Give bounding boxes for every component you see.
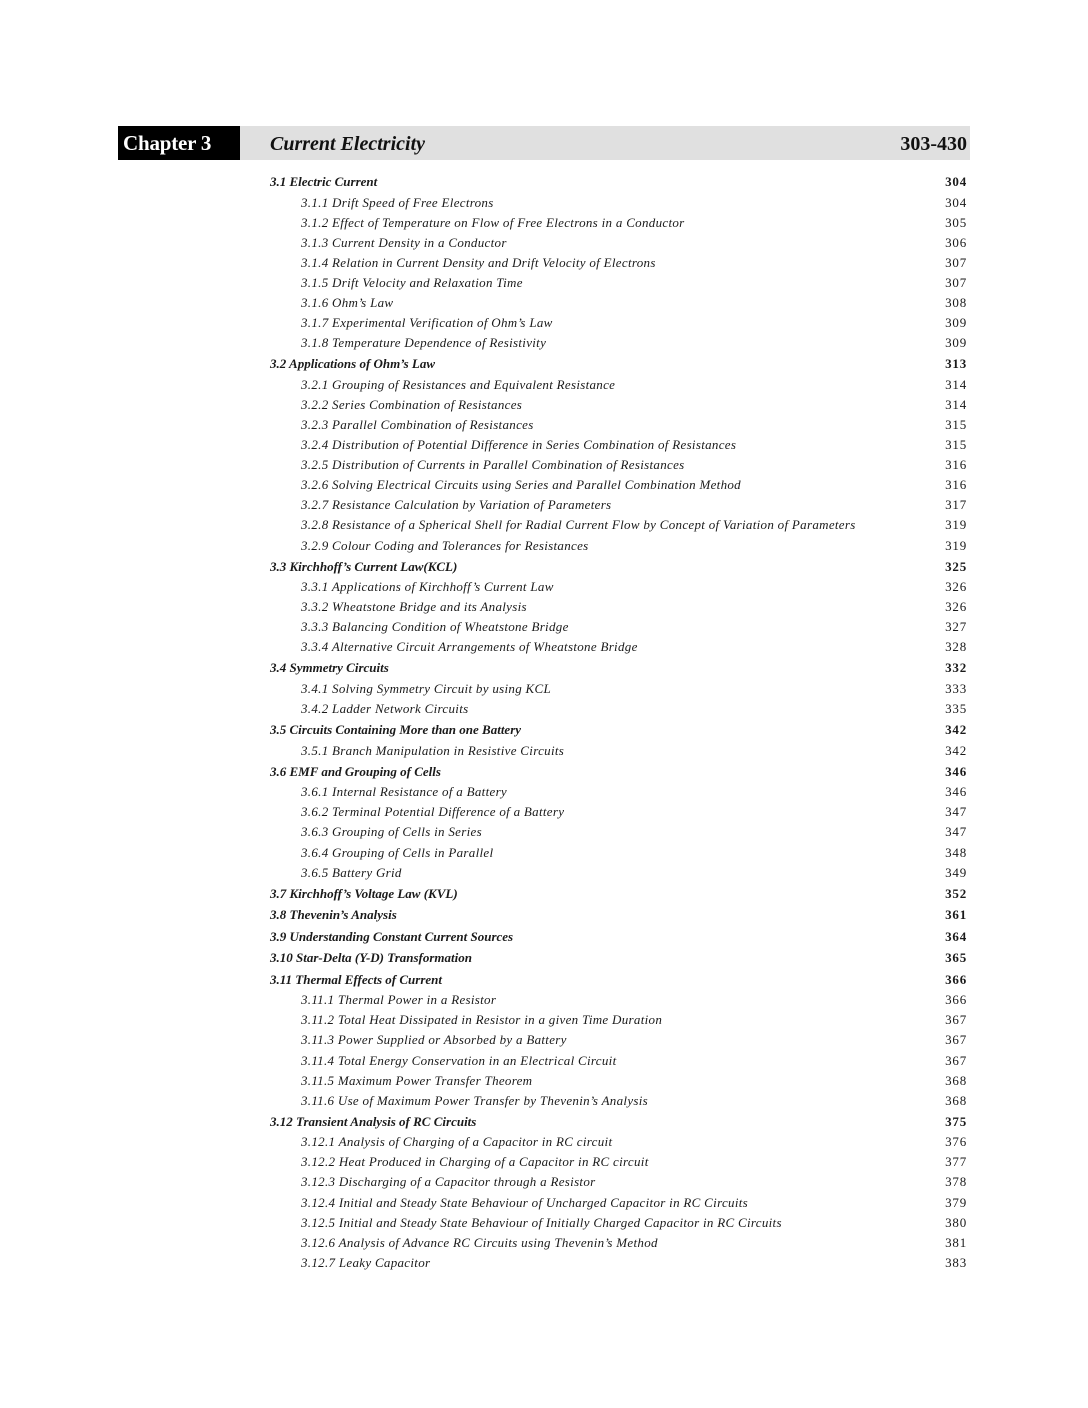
toc-entry-page: 342 bbox=[945, 742, 967, 758]
toc-entry-title: 3.11.5 Maximum Power Transfer Theorem bbox=[301, 1072, 533, 1088]
toc-entry-page: 347 bbox=[945, 824, 967, 840]
toc-entry-title: 3.1.3 Current Density in a Conductor bbox=[301, 234, 507, 250]
toc-entry-title: 3.3.3 Balancing Condition of Wheatstone Bridge bbox=[301, 619, 569, 635]
toc-section-entry[interactable] bbox=[270, 947, 967, 969]
toc-subsection-entry[interactable] bbox=[270, 679, 967, 699]
toc-subsection-entry[interactable] bbox=[270, 1213, 967, 1233]
toc-subsection-entry[interactable] bbox=[270, 863, 967, 883]
toc-entry-title: 3.1 Electric Current bbox=[270, 174, 378, 189]
toc-entry-title: 3.12.6 Analysis of Advance RC Circuits using Thevenin’s Method bbox=[301, 1234, 658, 1250]
toc-section-entry[interactable] bbox=[270, 556, 967, 578]
toc-entry-page: 316 bbox=[945, 457, 967, 473]
toc-entry-title: 3.11.1 Thermal Power in a Resistor bbox=[301, 992, 497, 1008]
toc-entry-page: 368 bbox=[945, 1092, 967, 1108]
toc-entry-page: 307 bbox=[945, 254, 967, 270]
toc-entry-title: 3.9 Understanding Constant Current Sources bbox=[270, 928, 514, 944]
toc-subsection-entry[interactable] bbox=[270, 1071, 967, 1091]
toc-entry-title: 3.6.5 Battery Grid bbox=[301, 864, 402, 880]
toc-entry-title: 3.12.5 Initial and Steady State Behaviour of Initially Charged Capacitor in RC Circuits bbox=[301, 1214, 782, 1230]
toc-subsection-entry[interactable] bbox=[270, 822, 967, 842]
toc-subsection-entry[interactable] bbox=[270, 843, 967, 863]
toc-entry-page: 328 bbox=[945, 639, 967, 655]
toc-section-entry[interactable] bbox=[270, 353, 967, 375]
toc-entry-page: 315 bbox=[945, 416, 967, 432]
toc-entry-page: 366 bbox=[945, 971, 967, 987]
toc-entry-title: 3.3 Kirchhoff’s Current Law(KCL) bbox=[270, 558, 458, 574]
table-of-contents bbox=[270, 171, 967, 1273]
toc-entry-title: 3.1.6 Ohm’s Law bbox=[301, 294, 394, 310]
toc-entry-page: 335 bbox=[945, 701, 967, 717]
toc-entry-page: 348 bbox=[945, 844, 967, 860]
toc-subsection-entry[interactable] bbox=[270, 782, 967, 802]
toc-subsection-entry[interactable] bbox=[270, 617, 967, 637]
toc-entry-page: 313 bbox=[945, 356, 967, 372]
toc-entry-title: 3.4 Symmetry Circuits bbox=[270, 660, 389, 676]
toc-entry-title: 3.4.2 Ladder Network Circuits bbox=[301, 701, 469, 717]
toc-section-entry[interactable] bbox=[270, 926, 967, 948]
toc-entry-page: 347 bbox=[945, 804, 967, 820]
toc-entry-page: 377 bbox=[945, 1154, 967, 1170]
toc-entry-page: 319 bbox=[945, 517, 967, 533]
toc-entry-page: 361 bbox=[945, 907, 967, 923]
toc-entry-page: 327 bbox=[945, 619, 967, 635]
toc-section-entry[interactable] bbox=[270, 883, 967, 905]
toc-entry-page: 367 bbox=[945, 1032, 967, 1048]
toc-entry-page: 352 bbox=[945, 885, 967, 901]
toc-entry-title: 3.3.1 Applications of Kirchhoff’s Current Law bbox=[301, 579, 554, 595]
toc-subsection-entry[interactable] bbox=[270, 637, 967, 657]
toc-entry-title: 3.6.3 Grouping of Cells in Series bbox=[301, 824, 482, 840]
toc-entry-page: 326 bbox=[945, 599, 967, 615]
toc-entry-title: 3.1.7 Experimental Verification of Ohm’s Law bbox=[301, 315, 553, 331]
toc-subsection-entry[interactable] bbox=[270, 1051, 967, 1071]
toc-entry-title: 3.11.4 Total Energy Conservation in an Electrical Circuit bbox=[301, 1052, 617, 1068]
toc-entry-title: 3.2.4 Distribution of Potential Difference in Series Combination of Resistances bbox=[301, 437, 737, 453]
toc-subsection-entry[interactable] bbox=[270, 1193, 967, 1213]
toc-entry-page: 364 bbox=[945, 928, 967, 944]
toc-section-entry[interactable] bbox=[270, 761, 967, 783]
toc-entry-title: 3.6 EMF and Grouping of Cells bbox=[270, 763, 441, 779]
toc-subsection-entry[interactable] bbox=[270, 293, 967, 313]
toc-subsection-entry[interactable] bbox=[270, 699, 967, 719]
toc-subsection-entry[interactable] bbox=[270, 1132, 967, 1152]
toc-entry-title: 3.2.5 Distribution of Currents in Parallel Combination of Resistances bbox=[301, 457, 685, 473]
toc-subsection-entry[interactable] bbox=[270, 253, 967, 273]
toc-subsection-entry[interactable] bbox=[270, 1030, 967, 1050]
toc-entry-title: 3.1.2 Effect of Temperature on Flow of Free Electrons in a Conductor bbox=[301, 214, 685, 230]
toc-entry-page: 332 bbox=[945, 660, 967, 676]
toc-entry-title: 3.2.1 Grouping of Resistances and Equivalent Resistance bbox=[301, 376, 616, 392]
toc-entry-page: 309 bbox=[945, 315, 967, 331]
toc-subsection-entry[interactable] bbox=[270, 213, 967, 233]
toc-subsection-entry[interactable] bbox=[270, 495, 967, 515]
toc-entry-page: 376 bbox=[945, 1134, 967, 1150]
toc-subsection-entry[interactable] bbox=[270, 536, 967, 556]
toc-entry-title: 3.3.2 Wheatstone Bridge and its Analysis bbox=[301, 599, 527, 615]
toc-entry-title: 3.2.7 Resistance Calculation by Variation of Parameters bbox=[301, 497, 612, 513]
toc-section-entry[interactable] bbox=[270, 171, 967, 193]
toc-entry-title: 3.11 Thermal Effects of Current bbox=[270, 971, 443, 987]
toc-entry-title: 3.11.6 Use of Maximum Power Transfer by Thevenin’s Analysis bbox=[301, 1092, 649, 1108]
toc-subsection-entry[interactable] bbox=[270, 415, 967, 435]
toc-subsection-entry[interactable] bbox=[270, 1233, 967, 1253]
toc-subsection-entry[interactable] bbox=[270, 395, 967, 415]
toc-entry-page: 315 bbox=[945, 437, 967, 453]
toc-entry-title: 3.12.3 Discharging of a Capacitor through a Resistor bbox=[301, 1174, 596, 1190]
toc-entry-page: 319 bbox=[945, 537, 967, 553]
toc-entry-page: 305 bbox=[945, 214, 967, 230]
chapter-page-range: 303-430 bbox=[900, 133, 967, 155]
toc-entry-page: 349 bbox=[945, 864, 967, 880]
toc-section-entry[interactable] bbox=[270, 1111, 967, 1133]
toc-subsection-entry[interactable] bbox=[270, 802, 967, 822]
toc-subsection-entry[interactable] bbox=[270, 193, 967, 213]
toc-entry-title: 3.1.4 Relation in Current Density and Drift Velocity of Electrons bbox=[301, 254, 656, 270]
toc-entry-page: 342 bbox=[945, 722, 967, 738]
toc-subsection-entry[interactable] bbox=[270, 1172, 967, 1192]
toc-entry-title: 3.11.2 Total Heat Dissipated in Resistor in a given Time Duration bbox=[301, 1012, 663, 1028]
toc-entry-title: 3.2.2 Series Combination of Resistances bbox=[301, 396, 523, 412]
toc-entry-page: 314 bbox=[945, 376, 967, 392]
chapter-label: Chapter 3 bbox=[118, 126, 240, 160]
toc-entry-page: 309 bbox=[945, 335, 967, 351]
toc-subsection-entry[interactable] bbox=[270, 990, 967, 1010]
toc-subsection-entry[interactable] bbox=[270, 515, 967, 535]
toc-subsection-entry[interactable] bbox=[270, 597, 967, 617]
toc-entry-page: 326 bbox=[945, 579, 967, 595]
toc-entry-title: 3.6.2 Terminal Potential Difference of a Battery bbox=[301, 804, 565, 820]
toc-section-entry[interactable] bbox=[270, 969, 967, 991]
toc-entry-title: 3.5 Circuits Containing More than one Battery bbox=[270, 722, 522, 738]
toc-entry-title: 3.1.8 Temperature Dependence of Resistivity bbox=[301, 335, 547, 351]
toc-subsection-entry[interactable] bbox=[270, 741, 967, 761]
toc-entry-page: 317 bbox=[945, 497, 967, 513]
toc-subsection-entry[interactable] bbox=[270, 313, 967, 333]
toc-entry-page: 381 bbox=[945, 1234, 967, 1250]
toc-entry-page: 304 bbox=[945, 194, 967, 210]
toc-entry-title: 3.6.4 Grouping of Cells in Parallel bbox=[301, 844, 494, 860]
toc-section-entry[interactable] bbox=[270, 657, 967, 679]
toc-entry-title: 3.12.7 Leaky Capacitor bbox=[301, 1254, 431, 1270]
toc-entry-title: 3.2.3 Parallel Combination of Resistances bbox=[301, 416, 534, 432]
toc-entry-page: 316 bbox=[945, 477, 967, 493]
toc-subsection-entry[interactable] bbox=[270, 1091, 967, 1111]
toc-section-entry[interactable] bbox=[270, 904, 967, 926]
toc-entry-page: 306 bbox=[945, 234, 967, 250]
toc-entry-title: 3.7 Kirchhoff’s Voltage Law (KVL) bbox=[270, 885, 458, 901]
toc-subsection-entry[interactable] bbox=[270, 273, 967, 293]
toc-entry-title: 3.1.1 Drift Speed of Free Electrons bbox=[301, 194, 494, 210]
toc-entry-title: 3.2.8 Resistance of a Spherical Shell for Radial Current Flow by Concept of Variation of Parameters bbox=[301, 517, 856, 533]
toc-entry-page: 383 bbox=[945, 1254, 967, 1270]
toc-entry-page: 304 bbox=[945, 174, 967, 189]
toc-entry-page: 378 bbox=[945, 1174, 967, 1190]
toc-entry-page: 379 bbox=[945, 1194, 967, 1210]
toc-entry-title: 3.5.1 Branch Manipulation in Resistive Circuits bbox=[301, 742, 565, 758]
toc-entry-title: 3.1.5 Drift Velocity and Relaxation Time bbox=[301, 274, 523, 290]
toc-subsection-entry[interactable] bbox=[270, 435, 967, 455]
toc-entry-page: 365 bbox=[945, 950, 967, 966]
toc-entry-title: 3.8 Thevenin’s Analysis bbox=[270, 907, 397, 923]
toc-entry-title: 3.6.1 Internal Resistance of a Battery bbox=[301, 784, 507, 800]
toc-entry-page: 368 bbox=[945, 1072, 967, 1088]
toc-entry-page: 333 bbox=[945, 680, 967, 696]
toc-subsection-entry[interactable] bbox=[270, 475, 967, 495]
toc-entry-page: 308 bbox=[945, 294, 967, 310]
toc-subsection-entry[interactable] bbox=[270, 1010, 967, 1030]
toc-entry-page: 346 bbox=[945, 763, 967, 779]
chapter-title: Current Electricity bbox=[270, 133, 425, 155]
toc-subsection-entry[interactable] bbox=[270, 1152, 967, 1172]
toc-entry-page: 366 bbox=[945, 992, 967, 1008]
toc-subsection-entry[interactable] bbox=[270, 577, 967, 597]
toc-entry-title: 3.10 Star-Delta (Y-D) Transformation bbox=[270, 950, 472, 966]
toc-entry-page: 325 bbox=[945, 558, 967, 574]
toc-subsection-entry[interactable] bbox=[270, 375, 967, 395]
toc-entry-page: 380 bbox=[945, 1214, 967, 1230]
toc-entry-title: 3.4.1 Solving Symmetry Circuit by using KCL bbox=[301, 680, 552, 696]
toc-section-entry[interactable] bbox=[270, 719, 967, 741]
toc-entry-title: 3.3.4 Alternative Circuit Arrangements of Wheatstone Bridge bbox=[301, 639, 638, 655]
toc-entry-page: 367 bbox=[945, 1012, 967, 1028]
toc-entry-page: 346 bbox=[945, 784, 967, 800]
toc-entry-title: 3.2.6 Solving Electrical Circuits using Series and Parallel Combination Method bbox=[301, 477, 741, 493]
toc-entry-page: 314 bbox=[945, 396, 967, 412]
toc-entry-title: 3.12 Transient Analysis of RC Circuits bbox=[270, 1113, 477, 1129]
toc-entry-title: 3.12.1 Analysis of Charging of a Capacitor in RC circuit bbox=[301, 1134, 613, 1150]
toc-subsection-entry[interactable] bbox=[270, 1253, 967, 1273]
toc-entry-page: 367 bbox=[945, 1052, 967, 1068]
toc-entry-title: 3.2.9 Colour Coding and Tolerances for Resistances bbox=[301, 537, 589, 553]
toc-subsection-entry[interactable] bbox=[270, 455, 967, 475]
toc-subsection-entry[interactable] bbox=[270, 233, 967, 253]
toc-entry-title: 3.11.3 Power Supplied or Absorbed by a Battery bbox=[301, 1032, 567, 1048]
toc-entry-page: 307 bbox=[945, 274, 967, 290]
toc-entry-title: 3.2 Applications of Ohm’s Law bbox=[270, 356, 436, 372]
toc-subsection-entry[interactable] bbox=[270, 333, 967, 353]
toc-entry-title: 3.12.2 Heat Produced in Charging of a Capacitor in RC circuit bbox=[301, 1154, 649, 1170]
toc-entry-page: 375 bbox=[945, 1113, 967, 1129]
toc-entry-title: 3.12.4 Initial and Steady State Behaviour of Uncharged Capacitor in RC Circuits bbox=[301, 1194, 748, 1210]
